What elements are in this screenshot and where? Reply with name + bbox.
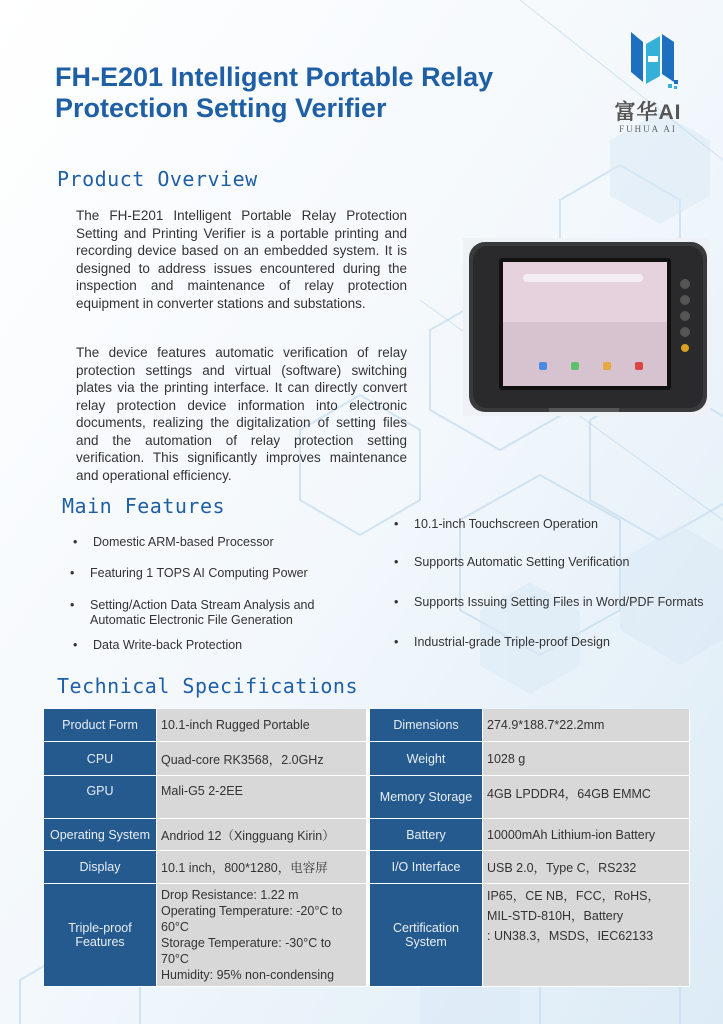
- spec-label: Operating System: [44, 819, 157, 851]
- spec-value: 1028 g: [483, 742, 690, 776]
- feature-item: [394, 595, 714, 610]
- spec-line: Drop Resistance: 1.22 m: [161, 888, 299, 902]
- feature-item: [73, 638, 313, 653]
- spec-value: 274.9*188.7*22.2mm: [483, 709, 690, 742]
- bullet-icon: •: [394, 517, 399, 531]
- spec-label: Dimensions: [367, 709, 483, 742]
- fuhua-logo-icon: [598, 28, 698, 94]
- bullet-icon: •: [73, 638, 78, 652]
- feature-text: Industrial-grade Triple-proof Design: [414, 635, 610, 649]
- feature-item: [394, 555, 694, 570]
- spec-line: IP65，CE NB，FCC，RoHS，: [487, 889, 660, 903]
- page-title: [55, 62, 575, 124]
- spec-label: CPU: [44, 742, 157, 776]
- spec-value: 4GB LPDDR4，64GB EMMC: [483, 776, 690, 819]
- spec-label: Product Form: [44, 709, 157, 742]
- logo-english-text: FUHUA AI: [619, 124, 677, 134]
- bullet-icon: •: [394, 595, 399, 609]
- table-row: [44, 709, 690, 742]
- overview-paragraph-2: The device features automatic verification of relay protection settings and virtual (software) switching plates via the printing interface. It can directly convert relay protection device information into electronic documents, realizing the digitalization of setting files and the automation of relay protection setting verification. This significantly improves maintenance and operational efficiency.: [76, 345, 407, 483]
- spec-label: Triple-proof Features: [44, 884, 157, 987]
- feature-item: [70, 566, 330, 581]
- feature-text: Data Write-back Protection: [93, 638, 243, 652]
- bullet-icon: •: [394, 555, 399, 569]
- spec-line: Operating Temperature: -20°C to 60°C: [161, 904, 343, 934]
- feature-item: [394, 517, 694, 532]
- spec-value: Andriod 12（Xingguang Kirin）: [157, 819, 367, 851]
- bullet-icon: •: [394, 635, 399, 649]
- fuhua-logo: [598, 28, 698, 138]
- spec-label: Certification System: [367, 884, 483, 987]
- spec-value: 10000mAh Lithium-ion Battery: [483, 819, 690, 851]
- feature-text: Featuring 1 TOPS AI Computing Power: [90, 566, 308, 580]
- spec-table: [44, 709, 690, 987]
- spec-value-multiline: [483, 884, 690, 987]
- table-row: [44, 742, 690, 776]
- feature-item: [394, 635, 694, 650]
- spec-line: Storage Temperature: -30°C to 70°C: [161, 936, 332, 966]
- table-row: [44, 819, 690, 851]
- feature-text: Domestic ARM-based Processor: [93, 535, 274, 549]
- spec-value: Mali-G5 2-2EE: [157, 776, 367, 819]
- table-row: [44, 851, 690, 884]
- feature-text: Supports Issuing Setting Files in Word/PDF Formats: [414, 595, 704, 609]
- bullet-icon: •: [73, 535, 78, 549]
- feature-item: [70, 598, 340, 628]
- spec-line: Humidity: 95% non-condensing: [161, 968, 335, 982]
- spec-label: Display: [44, 851, 157, 884]
- title-line-1: FH-E201 Intelligent Portable Relay: [55, 62, 494, 92]
- feature-item: [73, 535, 313, 550]
- spec-value: 10.1 inch，800*1280，电容屏: [157, 851, 367, 884]
- bullet-icon: •: [70, 598, 75, 612]
- spec-value: Quad-core RK3568，2.0GHz: [157, 742, 367, 776]
- spec-value-multiline: [157, 884, 367, 987]
- table-row: [44, 884, 690, 987]
- spec-value: USB 2.0，Type C，RS232: [483, 851, 690, 884]
- spec-line: : UN38.3，MSDS，IEC62133: [487, 929, 654, 943]
- specs-heading: Technical Specifications: [57, 674, 358, 698]
- bullet-icon: •: [70, 566, 75, 580]
- table-row: [44, 776, 690, 819]
- logo-chinese-text: 富华AI: [614, 101, 682, 124]
- spec-label: Weight: [367, 742, 483, 776]
- title-line-2: Protection Setting Verifier: [55, 93, 387, 123]
- features-heading: Main Features: [62, 494, 226, 518]
- tablet-device-image: [463, 238, 710, 416]
- spec-label: Battery: [367, 819, 483, 851]
- overview-heading: Product Overview: [57, 167, 258, 191]
- feature-text: Supports Automatic Setting Verification: [414, 555, 630, 569]
- spec-line: MIL-STD-810H，Battery: [487, 909, 624, 923]
- spec-label: Memory Storage: [367, 776, 483, 819]
- spec-value: 10.1-inch Rugged Portable: [157, 709, 367, 742]
- spec-label: GPU: [44, 776, 157, 819]
- overview-paragraph-1: The FH-E201 Intelligent Portable Relay Protection Setting and Printing Verifier is a portable printing and recording device based on an embedded system. It is designed to address issues encountered during the inspection and maintenance of relay protection equipment in converter stations and substations.: [76, 208, 407, 311]
- feature-text: 10.1-inch Touchscreen Operation: [414, 517, 598, 531]
- feature-text: Setting/Action Data Stream Analysis and Automatic Electronic File Generation: [90, 598, 315, 627]
- spec-label: I/O Interface: [367, 851, 483, 884]
